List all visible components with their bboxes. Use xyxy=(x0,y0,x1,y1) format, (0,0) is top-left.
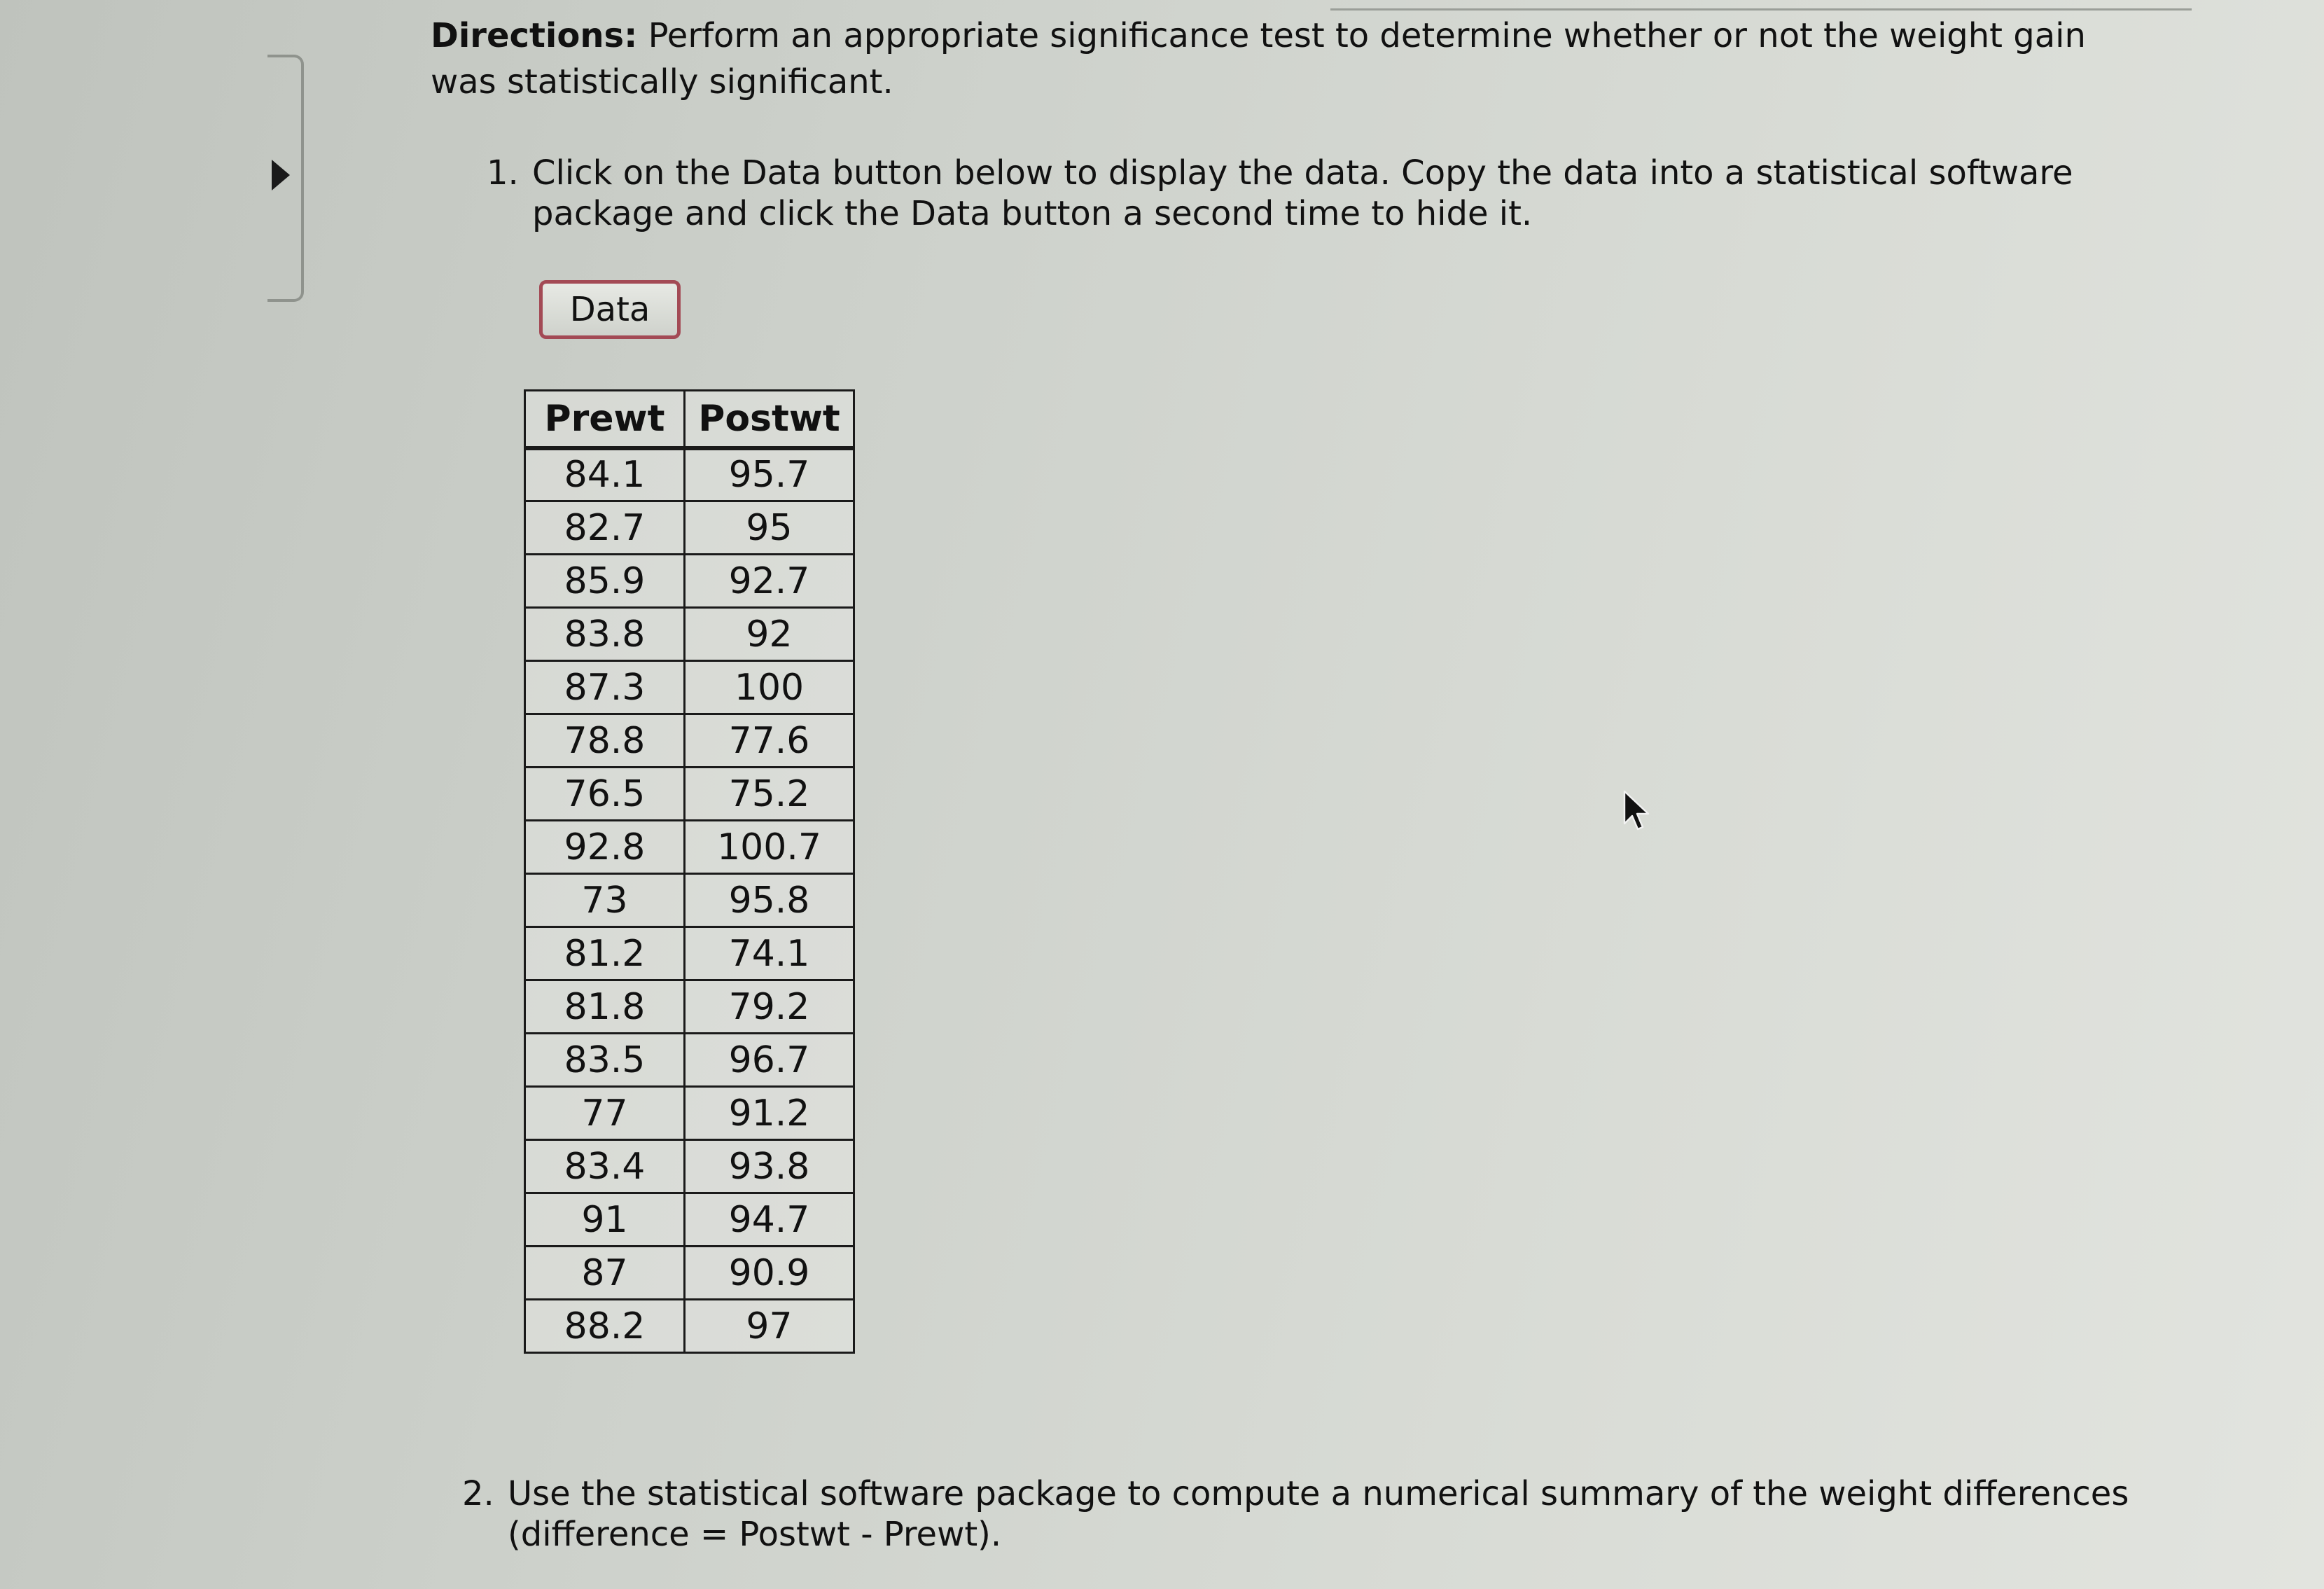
prewt-cell: 81.2 xyxy=(525,927,685,980)
table-row xyxy=(525,608,854,661)
column-header-prewt: Prewt xyxy=(525,391,685,448)
prewt-cell: 73 xyxy=(525,874,685,927)
column-header-postwt: Postwt xyxy=(685,391,854,448)
postwt-cell: 92.7 xyxy=(685,555,854,608)
postwt-cell: 100.7 xyxy=(685,821,854,874)
postwt-cell: 95.7 xyxy=(685,448,854,501)
table-row xyxy=(525,1300,854,1353)
table-row xyxy=(525,1193,854,1247)
prewt-cell: 85.9 xyxy=(525,555,685,608)
table-row xyxy=(525,874,854,927)
step-number: 2. xyxy=(462,1474,494,1513)
prewt-cell: 88.2 xyxy=(525,1300,685,1353)
postwt-cell: 94.7 xyxy=(685,1193,854,1247)
directions-body: Perform an appropriate significance test to determine whether or not the weight gain was statistically significant. xyxy=(431,16,2086,102)
step-number: 1. xyxy=(487,153,519,193)
table-row xyxy=(525,1247,854,1300)
table-row xyxy=(525,661,854,714)
step-1 xyxy=(487,153,2195,234)
directions-text xyxy=(431,13,2132,105)
postwt-cell: 91.2 xyxy=(685,1087,854,1140)
table-row xyxy=(525,768,854,821)
table-row xyxy=(525,1034,854,1087)
postwt-cell: 95.8 xyxy=(685,874,854,927)
prewt-cell: 83.5 xyxy=(525,1034,685,1087)
prewt-cell: 84.1 xyxy=(525,448,685,501)
table-row xyxy=(525,555,854,608)
postwt-cell: 77.6 xyxy=(685,714,854,768)
table-row xyxy=(525,927,854,980)
table-row xyxy=(525,980,854,1034)
postwt-cell: 92 xyxy=(685,608,854,661)
postwt-cell: 75.2 xyxy=(685,768,854,821)
prewt-cell: 83.8 xyxy=(525,608,685,661)
directions-label: Directions: xyxy=(431,16,638,55)
prewt-cell: 87 xyxy=(525,1247,685,1300)
postwt-cell: 93.8 xyxy=(685,1140,854,1193)
mouse-cursor-icon xyxy=(1623,790,1651,833)
prewt-cell: 87.3 xyxy=(525,661,685,714)
postwt-cell: 96.7 xyxy=(685,1034,854,1087)
postwt-cell: 79.2 xyxy=(685,980,854,1034)
postwt-cell: 74.1 xyxy=(685,927,854,980)
prewt-cell: 78.8 xyxy=(525,714,685,768)
play-arrow-icon[interactable] xyxy=(272,160,290,190)
data-table xyxy=(524,389,855,1354)
table-row xyxy=(525,821,854,874)
postwt-cell: 95 xyxy=(685,501,854,555)
top-divider xyxy=(1330,8,2192,11)
step-2 xyxy=(462,1473,2171,1555)
table-row xyxy=(525,1087,854,1140)
prewt-cell: 81.8 xyxy=(525,980,685,1034)
prewt-cell: 77 xyxy=(525,1087,685,1140)
postwt-cell: 100 xyxy=(685,661,854,714)
prewt-cell: 83.4 xyxy=(525,1140,685,1193)
table-row xyxy=(525,714,854,768)
table-row xyxy=(525,1140,854,1193)
table-header-row xyxy=(525,391,854,448)
table-row xyxy=(525,501,854,555)
prewt-cell: 76.5 xyxy=(525,768,685,821)
step-text: Click on the Data button below to display the data. Copy the data into a statistical software package and click the Data button a second time to hide it. xyxy=(532,153,2073,233)
step-text: Use the statistical software package to compute a numerical summary of the weight differences (difference = Postwt - Prewt). xyxy=(508,1474,2129,1554)
prewt-cell: 91 xyxy=(525,1193,685,1247)
postwt-cell: 90.9 xyxy=(685,1247,854,1300)
table-row xyxy=(525,448,854,501)
prewt-cell: 82.7 xyxy=(525,501,685,555)
data-button[interactable]: Data xyxy=(539,280,681,339)
prewt-cell: 92.8 xyxy=(525,821,685,874)
postwt-cell: 97 xyxy=(685,1300,854,1353)
